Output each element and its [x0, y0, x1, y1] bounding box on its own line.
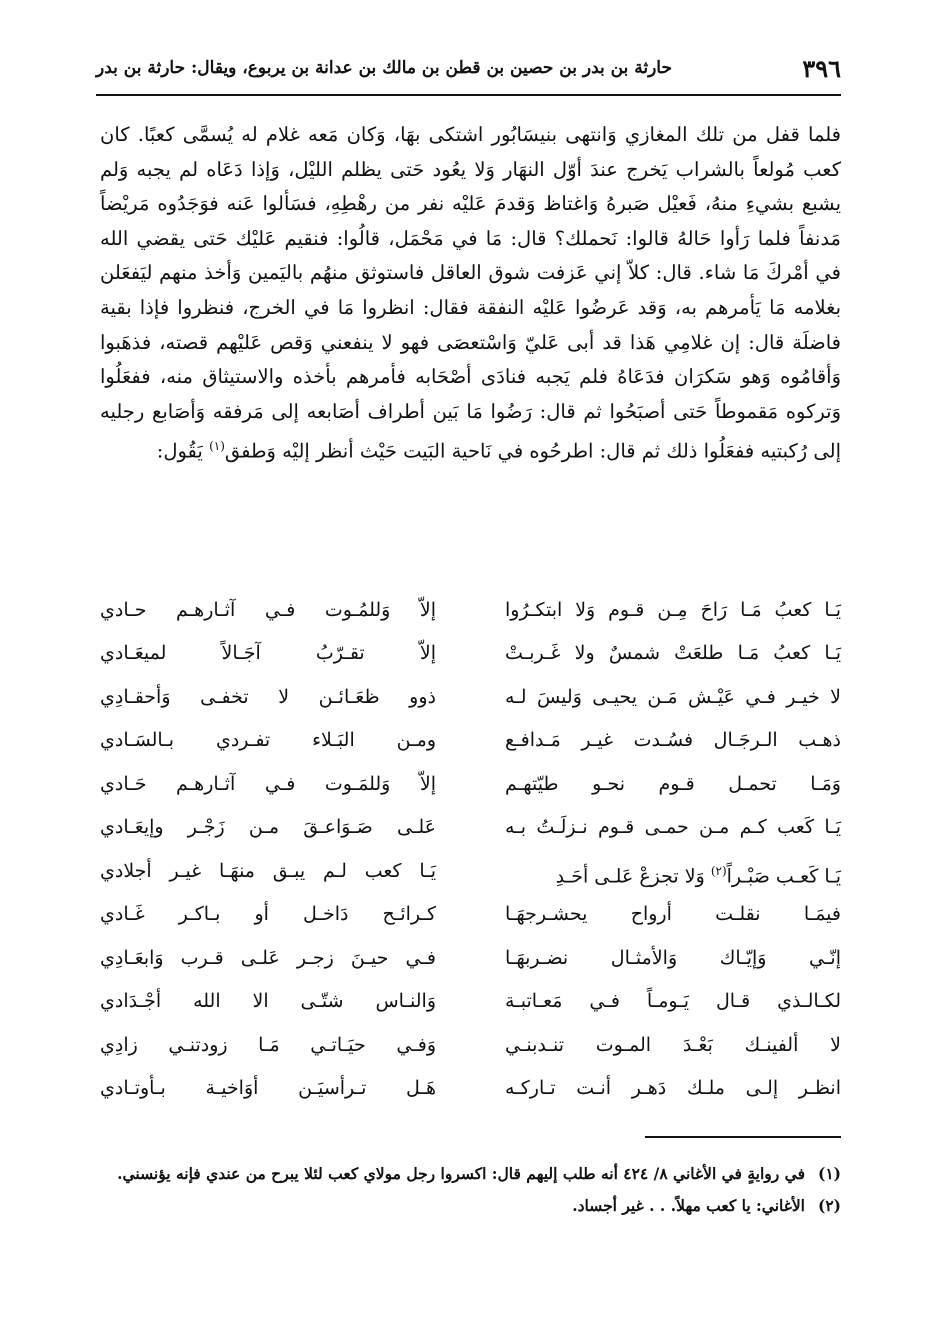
verse-second-hemistich: فـي حيـنَ زجـر عَلـى قـرب وَابعَـادِي — [100, 947, 436, 969]
verse-second-hemistich: عَلـى صَـوَاعـقَ مـن زَجْـر وإيعَـادي — [100, 816, 436, 838]
footnote — [100, 1192, 841, 1219]
verse-first-hemistich: إنّـي وَإيّـاك وَالأمثـال نضـربهَـا — [505, 947, 841, 969]
verse-first-hemistich: وَمَـا تحمـل قـوم نحـو طيّتهـم — [505, 773, 841, 795]
verse-second-hemistich: إلاّ وَللمُـوت فـي آثـارهـم حـادي — [100, 599, 436, 621]
hemistich-text-end: وَلا تجزعْ عَلـى أحَـدِ — [555, 865, 711, 888]
paragraph-text: فلما قفل من تلك المغازي وَانتهى بنيسَابُور اشتكى بهَا، وَكان مَعه غلام له يُسمَّى كعبًا. كان كعب مُولعاً بالشراب يَخرج عندَ أوّل النهَار وَلا يعُود حَتى يظلم الليْل، وَإذا دَعَاه لم يجبه وَلم يشبع بشيءِ منهُ، فَعيْل صَبرهُ وَاغتاظ وَقدمَ عَليْه نفر من رهْطِهِ، فسَألوا عَنه فوَجَدُوه مَريْضاً مَدنفاً فلما رَأوا حَالهُ قالوا: نَحملك؟ قال: مَا في مَحْمَل، قالُوا: فنقيم عَليْك حَتى يقضي الله في أمْركَ مَا شاء. قال: كلاّ إني عَزفت شوق العاقل فاستوثق منهُم باليَمين وَأخذ منهم ليَفعَلن بغلامه مَا يَأمرهم به، وَقد عَرضُوا عَليْه النفقة فقال: انظروا مَا في الخرج، فنظروا فإذا بقية فاضلَة قال: إن غلامِي هَذا قد أبى عَليّ وَاسْتعصَى فهو لا ينفعني وَقص عَليْهم قصته، فذهَبوا وَأقامُوه وَهو سَكرَان فدَعَاهُ فلم يَجبه فنادَى أصْحَابه فأمرهم بأخذه والاستيثاق منه، ففعَلُوا وَتركوه مَقموطاً حَتى أصبَحُوا ثم قال: رَضُوا مَا بَين أطراف أصَابعه إلى مَرفقه وَأصَابع رجليه إلى رُكبتيه ففعَلُوا ذلك ثم قال: اطرحُوه في نَاحية البَيت حَيْث أنظر إليْه وَطفق — [100, 123, 841, 463]
verse — [100, 1068, 841, 1108]
verse — [100, 807, 841, 847]
verse-first-hemistich: يَـا كعبُ مَـا رَاحَ مِـن قـوم وَلا ابتكـرُوا — [505, 599, 841, 621]
footnote-marker: (١) — [209, 439, 225, 454]
footnote-text: في روايةٍ في الأغاني ٨/ ٤٢٤ أنه طلب إليهم قال: اكسروا رجل مولاي كعب لئلا يبرح من عندي فإنه يؤنسني. — [117, 1164, 805, 1183]
poem — [100, 590, 841, 1110]
verse — [100, 1025, 841, 1065]
verse-first-hemistich: يَـا كَعب كـم مـن حمـى قـوم نـزلَـتُ بـه — [505, 816, 841, 838]
verse — [100, 633, 841, 673]
hemistich-text: يَـا كَعـب صَبْـراً — [726, 865, 841, 888]
verse-first-hemistich: فيمَـا نقلـت أرواح يحشـرجهَـا — [505, 903, 841, 925]
footnote-number: (٢) — [817, 1196, 841, 1215]
footnote-text: الأغاني: يا كعب مهلاً. . . غير أجساد. — [572, 1196, 805, 1215]
verse-first-hemistich: ذهـب الـرجَـال فسُـدت غيـر مَـدافـع — [505, 729, 841, 751]
verse — [100, 677, 841, 717]
verse-first-hemistich — [505, 851, 841, 896]
verse-second-hemistich: وَفـي حيَـاتـي مَـا زودتنـي زادِي — [100, 1034, 436, 1056]
verse — [100, 981, 841, 1021]
footnote-separator — [645, 1136, 841, 1138]
footnote-marker: (٢) — [710, 864, 727, 878]
running-head — [96, 52, 841, 96]
verse-second-hemistich: إلاّ تقـرّبُ آجَـالاً لميعَـادي — [100, 642, 436, 664]
verse-second-hemistich: هَـل تـرأسيَـن أوَاخيـة بـأوتـادي — [100, 1077, 436, 1099]
footnotes — [100, 1160, 841, 1224]
page-number: ٣٩٦ — [802, 54, 841, 83]
verse — [100, 590, 841, 630]
verse-first-hemistich: لكـالـذي قـال يَـومـاً فـي مَعـاتبـة — [505, 990, 841, 1012]
verse — [100, 720, 841, 760]
verse-second-hemistich: كـرائـح دَاخـل أو بـاكـر غَـادي — [100, 903, 436, 925]
verse — [100, 938, 841, 978]
verse-first-hemistich: انظـر إلـى ملـك دَهـر أنـت تـاركـه — [505, 1077, 841, 1099]
footnote — [100, 1160, 841, 1187]
verse — [100, 851, 841, 891]
paragraph-text-end: يَقُول: — [156, 439, 210, 463]
verse — [100, 764, 841, 804]
verse-second-hemistich: يَـا كعب لـم يبـق منهَـا غيـر أجلادي — [100, 860, 436, 882]
verse-first-hemistich: لا ألفينـك بَعْـدَ المـوت تنـدبنـي — [505, 1034, 841, 1056]
verse-first-hemistich: يَـا كعبُ مَـا طلعَتْ شمسٌ ولا غَـربـتْ — [505, 642, 841, 664]
verse — [100, 894, 841, 934]
verse-second-hemistich: إلاّ وَللمَـوت فـي آثـارهـم حَـادي — [100, 773, 436, 795]
running-head-title: حارثة بن بدر بن حصين بن قطن بن مالك بن عدانة بن يربوع، ويقال: حارثة بن بدر — [96, 58, 672, 78]
verse-second-hemistich: وَالنـاس شتّـى الا الله أجْـدَادي — [100, 990, 436, 1012]
verse-second-hemistich: ومـن البَـلاء تفـردي بـالسَـادي — [100, 729, 436, 751]
footnote-number: (١) — [817, 1164, 841, 1183]
verse-first-hemistich: لا خيـر فـي عَيْـش مَـن يحيـى وَليسَ لـه — [505, 686, 841, 708]
verse-second-hemistich: ذوو ظعَـائـن لا تخفـى وَأحقـادِي — [100, 686, 436, 708]
prose-paragraph — [100, 118, 841, 469]
